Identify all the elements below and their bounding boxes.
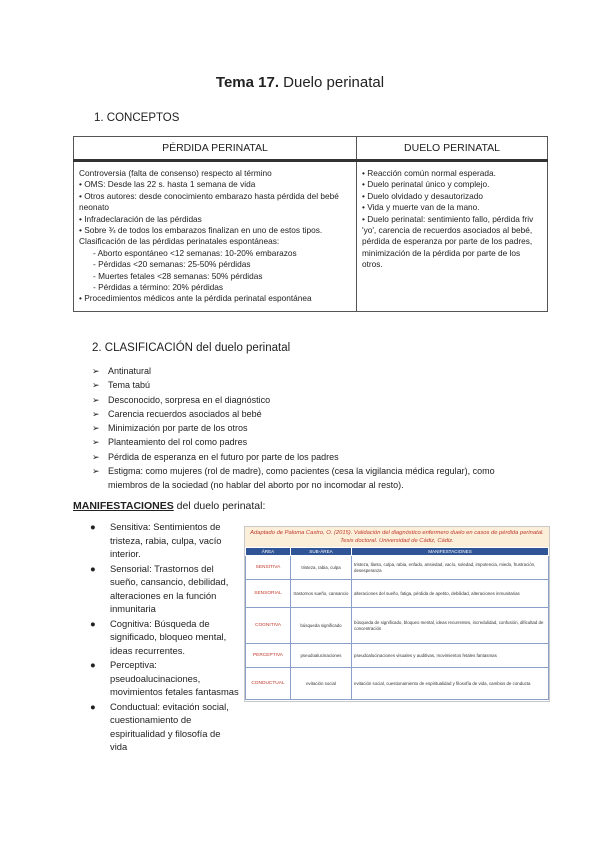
emb-area: SENSORIAL <box>246 580 291 608</box>
emb-header: SUB-ÁREA <box>291 548 352 556</box>
perdida-line: • Otros autores: desde conocimiento embarazo hasta pérdida del bebé neonato <box>79 190 339 213</box>
arrow-icon: ➢ <box>92 437 100 448</box>
list-item: ➢ Pérdida de esperanza en el futuro por parte de los padres <box>92 450 512 464</box>
header-duelo: DUELO PERINATAL <box>357 137 548 161</box>
list-item: ➢ Planteamiento del rol como padres <box>92 435 512 449</box>
header-perdida: PÉRDIDA PERINATAL <box>74 137 357 161</box>
emb-sub: búsqueda significado <box>291 608 352 644</box>
bullet-icon: ● <box>90 700 96 712</box>
emb-sub: pseudoalucinaciones <box>291 644 352 668</box>
section-2-heading: 2. CLASIFICACIÓN del duelo perinatal <box>92 342 291 354</box>
emb-text: alteraciones del sueño, fatiga, pérdida de apetito, debilidad, alteraciones inmunitarias <box>352 580 549 608</box>
duelo-cell <box>357 161 548 312</box>
perdida-subline: - Pérdidas a término: 20% pérdidas <box>93 282 224 293</box>
concepts-table <box>73 136 548 312</box>
emb-sub: evitación social <box>291 668 352 700</box>
bullet-icon: ● <box>90 562 96 574</box>
list-item: ● Perceptiva: pseudoalucinaciones, movimientos fetales fantasmas <box>90 659 239 697</box>
arrow-icon: ➢ <box>92 451 100 462</box>
emb-area: PERCEPTIVA <box>246 644 291 668</box>
list-item: ➢ Estigma: como mujeres (rol de madre), como pacientes (cesa la vigilancia médica regular), como miembros de la sociedad (no hablar del aborto por no incomodar al resto). <box>92 466 495 491</box>
arrow-icon: ➢ <box>92 423 100 434</box>
arrow-icon: ➢ <box>92 466 100 477</box>
emb-header: MANIFESTACIONES <box>352 548 549 556</box>
arrow-icon: ➢ <box>92 366 100 376</box>
list-item: ➢ Carencia recuerdos asociados al bebé <box>92 407 512 421</box>
perdida-line: • Infradeclaración de las pérdidas <box>79 213 202 224</box>
perdida-line: Clasificación de las pérdidas perinatales espontáneas: <box>79 236 280 247</box>
section-1-heading: 1. CONCEPTOS <box>94 112 180 124</box>
embedded-table <box>245 547 549 700</box>
bullet-icon: ● <box>90 659 96 670</box>
title-rest: Duelo perinatal <box>279 74 385 91</box>
title-bold: Tema 17. <box>215 74 279 91</box>
bullet-icon: ● <box>90 617 96 629</box>
perdida-cell <box>74 161 357 312</box>
duelo-line: • Vida y muerte van de la mano. <box>362 202 480 213</box>
arrow-icon: ➢ <box>92 380 100 391</box>
arrow-icon: ➢ <box>92 394 100 405</box>
arrow-icon: ➢ <box>92 408 100 419</box>
embedded-caption: Adaptado de Paloma Castro, O. (2015). Validación del diagnóstico enfermero duelo en casos de pérdida perinatal. Tesis doctoral. Universidad de Cádiz, Cádiz. <box>245 527 549 547</box>
emb-text: pseudoalucinaciones visuales y auditivas, movimientos fetales fantasmas <box>352 644 549 668</box>
emb-area: CONDUCTUAL <box>246 668 291 700</box>
list-item: ● Conductual: evitación social, cuestionamiento de espiritualidad y filosofía de vida <box>90 700 229 752</box>
duelo-line: • Reacción común normal esperada. <box>362 168 496 178</box>
emb-area: COGNITIVA <box>246 608 291 644</box>
list-item: ● Sensitiva: Sentimientos de tristeza, rabia, culpa, vacío interior. <box>90 521 222 559</box>
emb-sub: tristeza, rabia, culpa <box>291 556 352 580</box>
emb-text: búsqueda de significado, bloqueo mental, ideas recurrentes, incredulidad, confusión, dificultad de concentración <box>352 608 549 644</box>
list-item: ➢ Antinatural <box>92 364 512 378</box>
emb-area: SENSITIVA <box>246 556 291 580</box>
list-item: ➢ Desconocido, sorpresa en el diagnóstico <box>92 393 512 407</box>
manifestations-heading: MANIFESTACIONES del duelo perinatal: <box>73 500 266 512</box>
perdida-subline: - Pérdidas <20 semanas: 25-50% pérdidas <box>93 259 251 270</box>
perdida-line: • OMS: Desde las 22 s. hasta 1 semana de vida <box>79 179 256 190</box>
emb-header: ÁREA <box>246 548 291 556</box>
list-item: ● Sensorial: Trastornos del sueño, cansancio, debilidad, alteraciones en la función inmunitaria <box>90 562 229 614</box>
emb-sub: trastornos sueño, cansancio <box>291 580 352 608</box>
page-title <box>0 74 600 91</box>
list-item: ➢ Tema tabú <box>92 378 512 392</box>
perdida-line: • Sobre ¾ de todos los embarazos finalizan en uno de estos tipos. <box>79 225 323 236</box>
duelo-line: • Duelo perinatal único y complejo. <box>362 179 490 190</box>
perdida-line: • Procedimientos médicos ante la pérdida perinatal espontánea <box>79 293 312 304</box>
duelo-line: • Duelo olvidado y desautorizado <box>362 190 483 201</box>
list-item: ➢ Minimización por parte de los otros <box>92 421 512 435</box>
duelo-line: • Duelo perinatal: sentimiento fallo, pérdida friv 'yo', carencia de recuerdos asociados al bebé, pérdida de esperanza por parte de los padres, minimización de la pérdida por parte de los otros. <box>362 213 534 270</box>
manifestations-list <box>90 520 240 755</box>
emb-text: evitación social, cuestionamiento de espiritualidad y filosofía de vida, cambios de conducta <box>352 668 549 700</box>
perdida-subline: - Aborto espontáneo <12 semanas: 10-20% embarazos <box>93 247 297 258</box>
bullet-icon: ● <box>90 521 96 532</box>
emb-text: tristeza, llanto, culpa, rabia, enfado, ansiedad, vacío, soledad, impotencia, miedo, frustración, desesperanza <box>352 556 549 580</box>
list-item: ● Cognitiva: Búsqueda de significado, bloqueo mental, ideas recurrentes. <box>90 617 227 656</box>
perdida-subline: - Muertes fetales <28 semanas: 50% pérdidas <box>93 270 263 281</box>
embedded-table-image <box>244 526 550 702</box>
classification-list <box>92 364 512 493</box>
perdida-line: Controversia (falta de consenso) respecto al término <box>79 168 272 178</box>
